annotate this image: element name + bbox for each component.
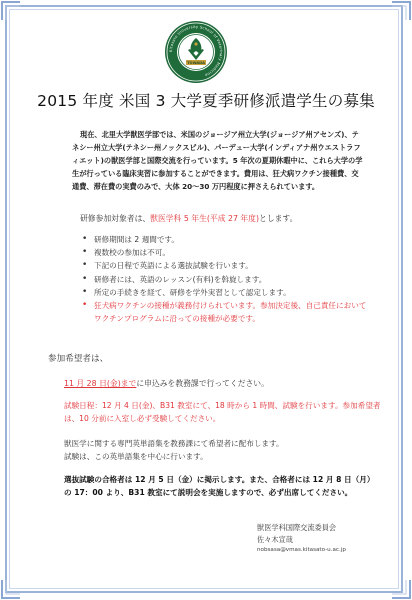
eligibility-suffix: とします。 — [259, 214, 298, 223]
university-seal-logo — [164, 20, 228, 84]
list-item: • 研修期間は 2 週間です。 — [82, 233, 372, 246]
list-item-rabies-warning: • 狂犬病ワクチンの接種が義務付けられています。参加決定後、自己責任においてワクチンプログラムに沿っての接種が必要です。 — [82, 299, 372, 325]
vocab-line-1: 獣医学に関する専門英単語集を教務課にて希望者に配布します。 — [64, 439, 284, 448]
intro-section — [72, 128, 364, 193]
result-notice-text: 選抜試験の合格者は 12 月 5 日（金）に掲示します。また、合格者には 12 月 8 日（月）の 17：00 より、B31 教室にて説明会を実施しますので、必ず出席してください。 — [64, 475, 375, 497]
signature-block — [257, 522, 346, 557]
deadline-line — [64, 378, 269, 389]
result-notice — [64, 473, 382, 499]
signature-email[interactable]: nobsasa@vmas.kitasato-u.ac.jp — [257, 547, 346, 553]
corner-ornament-top-left — [0, 0, 22, 22]
vocab-section — [64, 437, 382, 463]
corner-ornament-bottom-left — [0, 578, 22, 600]
seal-ring-text: Kitasato University School of Veterinary Medicine — [168, 24, 224, 78]
vocab-line-2: 試験は、この英単語集を中心に行います。 — [64, 452, 208, 461]
page-title: 2015 年度 米国 3 大学夏季研修派遣学生の募集 — [37, 92, 375, 110]
list-item: • 複数校の参加は不可。 — [82, 246, 372, 259]
conditions-list — [82, 233, 372, 325]
signature-name: 佐々木宣哉 — [257, 534, 293, 544]
corner-ornament-top-right — [390, 0, 412, 22]
eligibility-line — [80, 213, 297, 224]
seal-inner-text: TOWADA — [187, 61, 205, 66]
deadline-date: 11 月 28 日(金)まで — [64, 379, 137, 388]
corner-ornament-bottom-right — [390, 578, 412, 600]
applicants-heading: 参加希望者は、 — [48, 354, 109, 364]
signature-org: 獣医学科国際交流委員会 — [257, 523, 337, 532]
eligibility-prefix: 研修参加対象者は、 — [80, 214, 151, 223]
eligibility-target: 獣医学科 5 年生(平成 27 年度) — [150, 214, 260, 223]
intro-paragraph: 現在、北里大学獣医学部では、米国のジョージア州立大学(ジョージア州アセンズ)、テネシー州立大学(テネシー州ノックスビル)、パーデュー大学(インディアナ州ウエストラフィエット)の獣医学部と国際交流を行っています。5 年次の夏期休暇中に、これら大学の学生が行っている臨床実習に参加することができます。費用は、狂犬病ワクチン接種費、交通費、滞在費の実費のみで、大体 20～30 万円程度に押さえられています。 — [72, 130, 363, 191]
exam-schedule — [64, 399, 382, 425]
list-item: • 下記の日程で英語による選抜試験を行います。 — [82, 259, 372, 272]
exam-schedule-text: 試験日程：12 月 4 日(金)、B31 教室にて、18 時から 1 時間、試験を行います。参加希望者は、10 分前に入室し必ず受験してください。 — [64, 401, 381, 423]
list-item: • 所定の手続きを経て、研修を学外実習として認定します。 — [82, 286, 372, 299]
deadline-rest: に申込みを教務課で行ってください。 — [136, 379, 269, 388]
list-item: • 研修者には、英語のレッスン(有料)を斡旋します。 — [82, 273, 372, 286]
